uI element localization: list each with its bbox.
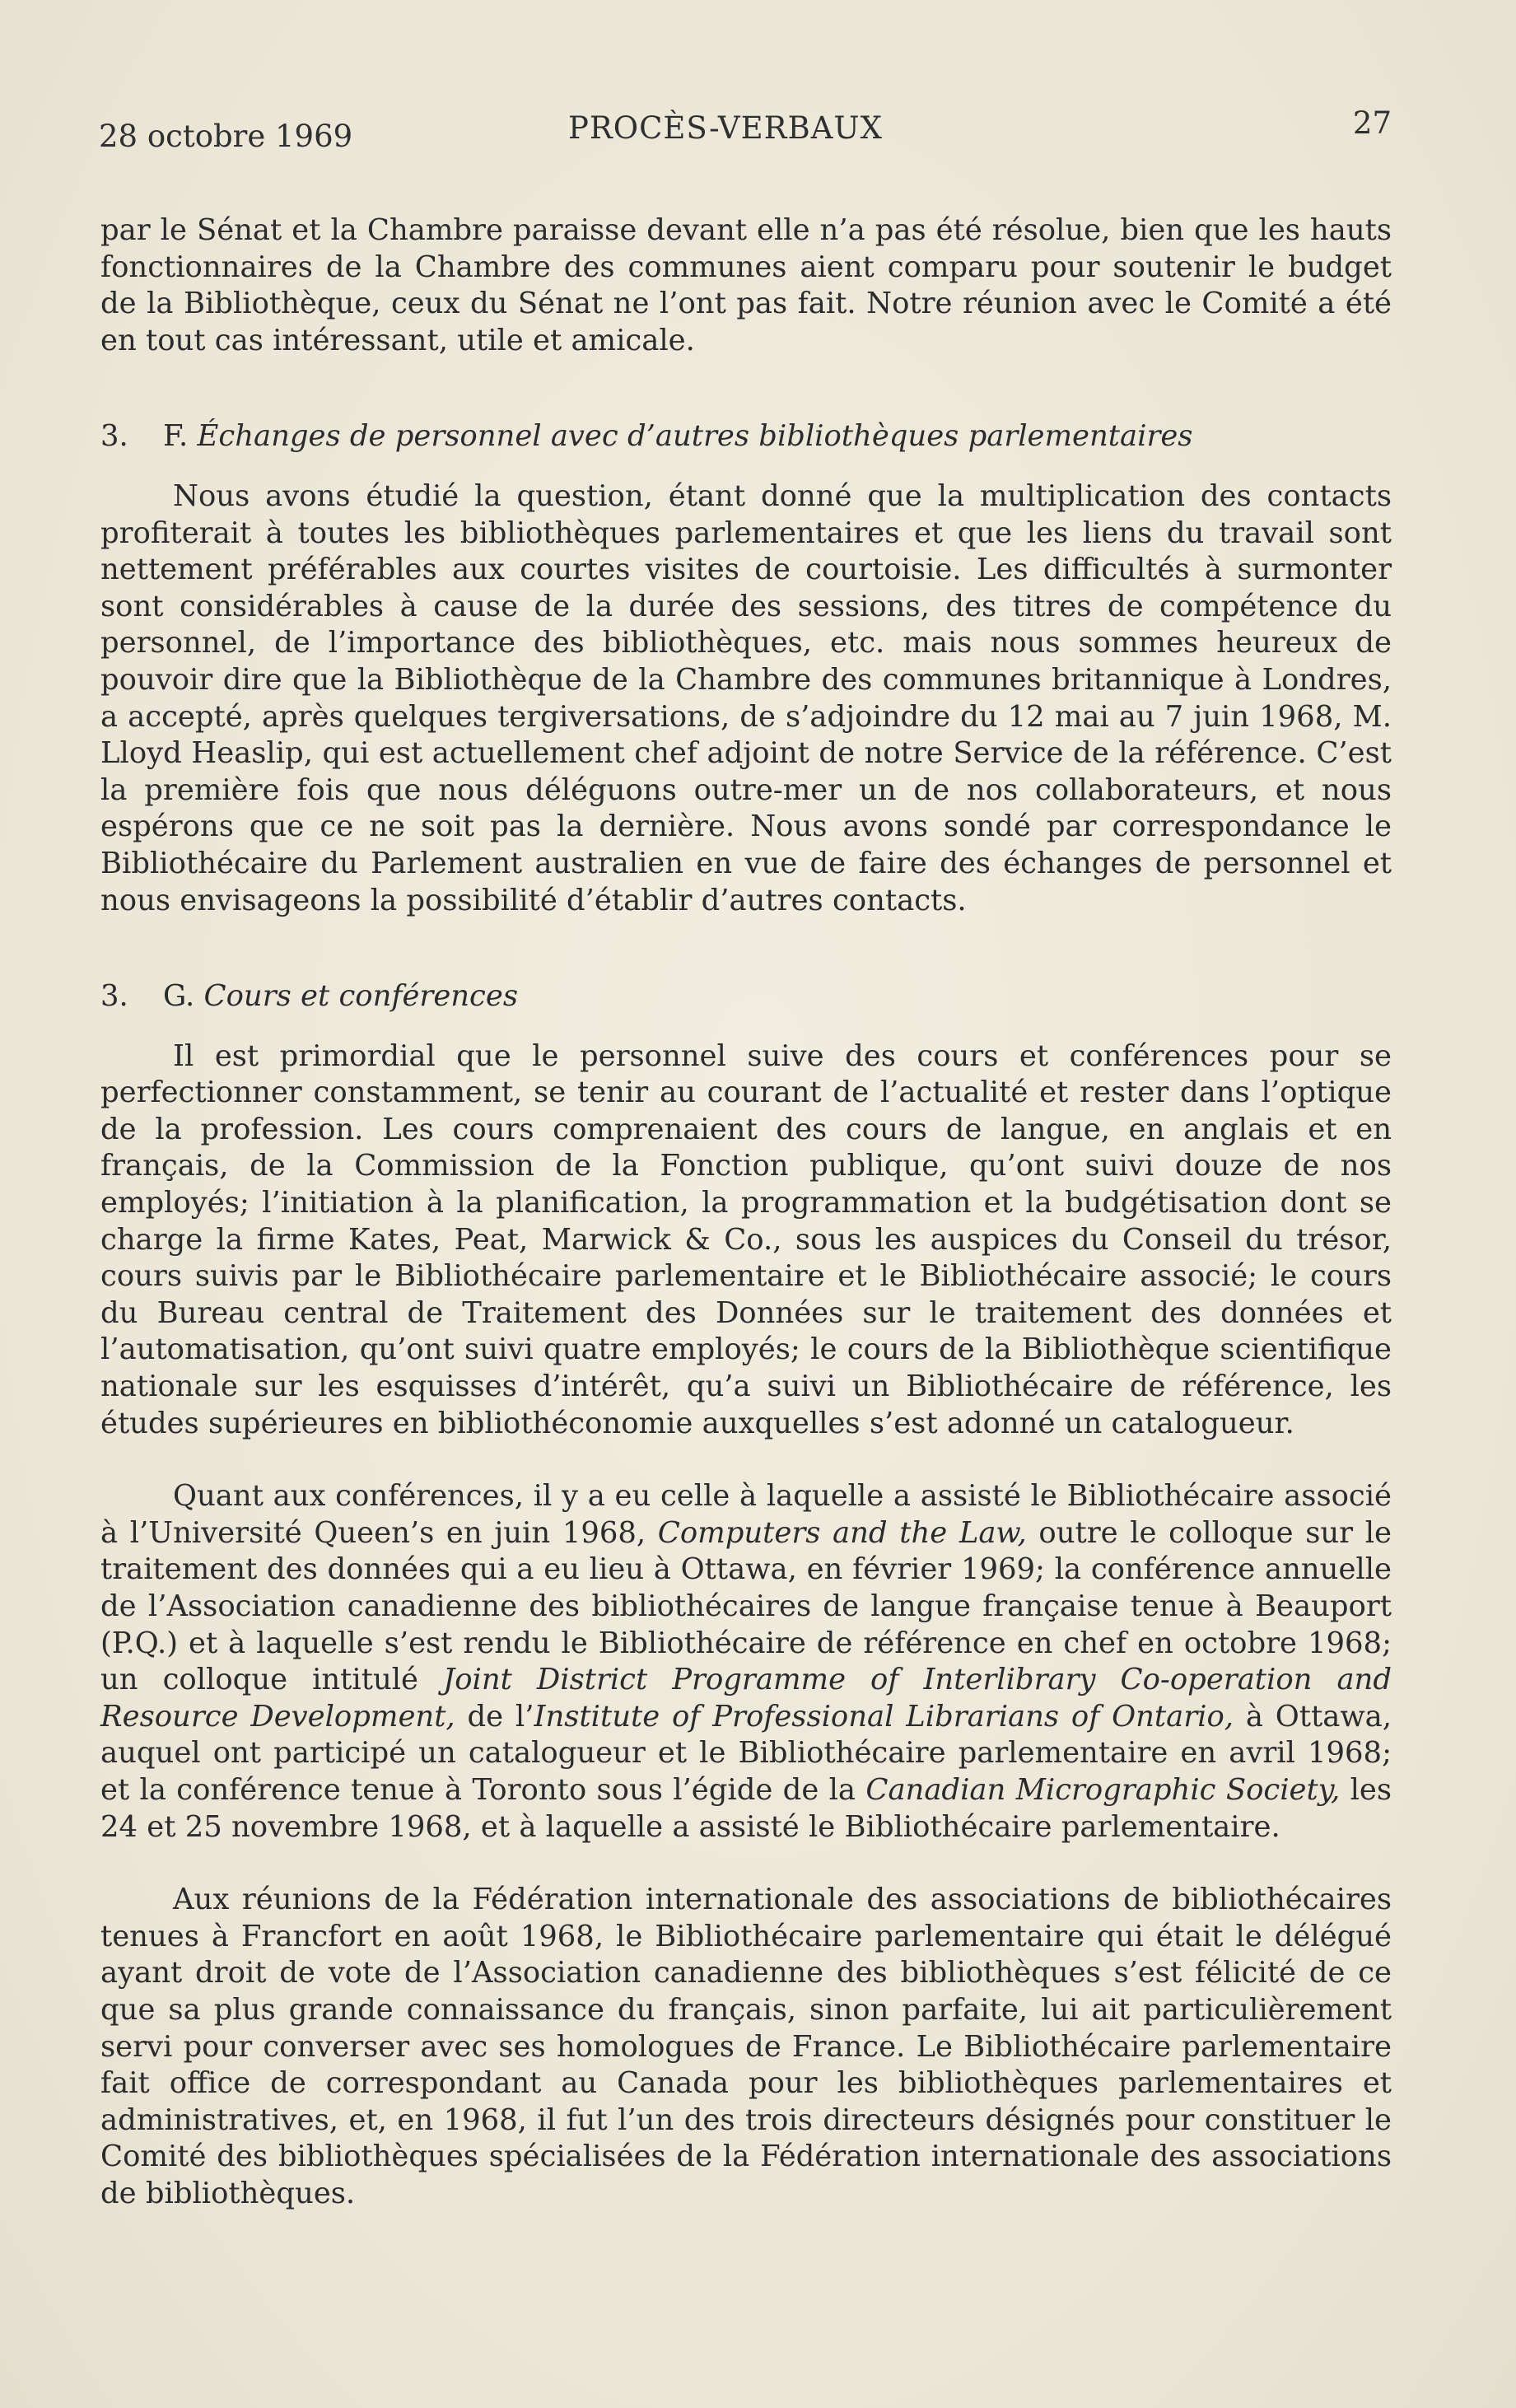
section-g-heading bbox=[100, 978, 1392, 1015]
section-f-number: 3. bbox=[100, 419, 128, 454]
header-title: PROCÈS-VERBAUX bbox=[568, 110, 883, 146]
document-body bbox=[100, 212, 1392, 2213]
p2-title-micrographic: Canadian Micrographic Society, bbox=[865, 1772, 1341, 1807]
section-f-heading bbox=[100, 418, 1392, 455]
p2-text-i: les 24 et 25 novembre 1968, et à laquelle a assisté le Bibliothécaire parlementaire. bbox=[100, 1772, 1392, 1844]
page-header bbox=[99, 105, 1392, 155]
section-f-letter: F. bbox=[163, 419, 189, 454]
section-g-letter: G. bbox=[163, 979, 195, 1014]
p2-title-computers-law: Computers and the Law, bbox=[657, 1515, 1027, 1550]
p2-text-c: outre le colloque sur le traitement des données qui a eu lieu à Ottawa, en février 1969; la conférence annuelle de l’Association canadienne des bibliothécaires de langue française tenue à Beauport (P.Q.) et à laquelle s’est rendu le Bibliothécaire de référence en chef en octobre 1968; un colloque intitulé bbox=[100, 1515, 1392, 1697]
p2-title-institute: Institute of Professional Librarians of Ontario, bbox=[534, 1699, 1234, 1734]
section-g-paragraph-1: Il est primordial que le personnel suive des cours et conférences pour se perfectionner constamment, se tenir au courant de l’actualité et rester dans l’optique de la profession. Les cours comprenaient des cours de langue, en anglais et en français, de la Commission de la Fonction publique, qu’ont suivi douze de nos employés; l’initiation à la planification, la programmation et la budgétisation dont se charge la firme Kates, Peat, Marwick & Co., sous les auspices du Conseil du trésor, cours suivis par le Bibliothécaire parlementaire et le Bibliothécaire associé; le cours du Bureau central de Traitement des Données sur le traitement des données et l’automatisation, qu’ont suivi quatre employés; le cours de la Bibliothèque scientifique nationale sur les esquisses d’intérêt, qu’a suivi un Bibliothécaire de référence, les études supérieures en bibliothéconomie auxquelles s’est adonné un catalogueur. bbox=[100, 1038, 1392, 1440]
p2-text-g: à Ottawa, auquel ont participé un catalogueur et le Bibliothécaire parlementaire en avril 1968; et la conférence tenue à Toronto sous l’égide de la bbox=[100, 1699, 1392, 1807]
section-f-paragraph: Nous avons étudié la question, étant donné que la multiplication des contacts profiterait à toutes les bibliothèques parlementaires et que les liens du travail sont nettement préférables aux courtes visites de courtoisie. Les difficultés à surmonter sont considérables à cause de la durée des sessions, des titres de compétence du personnel, de l’importance des bibliothèques, etc. mais nous sommes heureux de pouvoir dire que la Bibliothèque de la Chambre des communes britannique à Londres, a accepté, après quelques tergiversations, de s’adjoindre du 12 mai au 7 juin 1968, M. Lloyd Heaslip, qui est actuellement chef adjoint de notre Service de la référence. C’est la première fois que nous déléguons outre-mer un de nos collaborateurs, et nous espérons que ce ne soit pas la dernière. Nous avons sondé par correspondance le Bibliothécaire du Parlement australien en vue de faire des échanges de personnel et nous envisageons la possibilité d’établir d’autres contacts. bbox=[100, 478, 1392, 917]
section-g-paragraph-3: Aux réunions de la Fédération internationale des associations de bibliothécaires tenues à Francfort en août 1968, le Bibliothécaire parlementaire qui était le délégué ayant droit de vote de l’Association canadienne des bibliothèques s’est félicité de ce que sa plus grande connaissance du français, sinon parfaite, lui ait particulièrement servi pour converser avec ses homologues de France. Le Bibliothécaire parlementaire fait office de correspondant au Canada pour les bibliothèques parlementaires et administratives, et, en 1968, il fut l’un des trois directeurs désignés pour constituer le Comité des bibliothèques spécialisées de la Fédération internationale des associations de bibliothèques. bbox=[100, 1883, 1392, 2210]
page-number: 27 bbox=[1352, 105, 1392, 141]
p2-text-a: Quant aux conférences, il y a eu celle à laquelle a assisté le Bibliothécaire associé à l’Université Queen’s en juin 1968, bbox=[100, 1479, 1392, 1550]
section-g-number: 3. bbox=[100, 979, 128, 1014]
section-g-paragraph-2 bbox=[100, 1478, 1392, 1846]
section-g-title: Cours et conférences bbox=[203, 979, 518, 1014]
p2-text-e: de l’ bbox=[455, 1699, 534, 1734]
header-date: 28 octobre 1969 bbox=[99, 119, 353, 154]
section-f-title: Échanges de personnel avec d’autres bibliothèques parlementaires bbox=[197, 419, 1193, 454]
intro-paragraph: par le Sénat et la Chambre paraisse devant elle n’a pas été résolue, bien que les hauts fonctionnaires de la Chambre des communes aient comparu pour soutenir le budget de la Bibliothèque, ceux du Sénat ne l’ont pas fait. Notre réunion avec le Comité a été en tout cas intéressant, utile et amicale. bbox=[100, 213, 1392, 357]
p2-title-joint-district: Joint District Programme of Interlibrary Co-operation and Resource Development, bbox=[100, 1663, 1392, 1734]
